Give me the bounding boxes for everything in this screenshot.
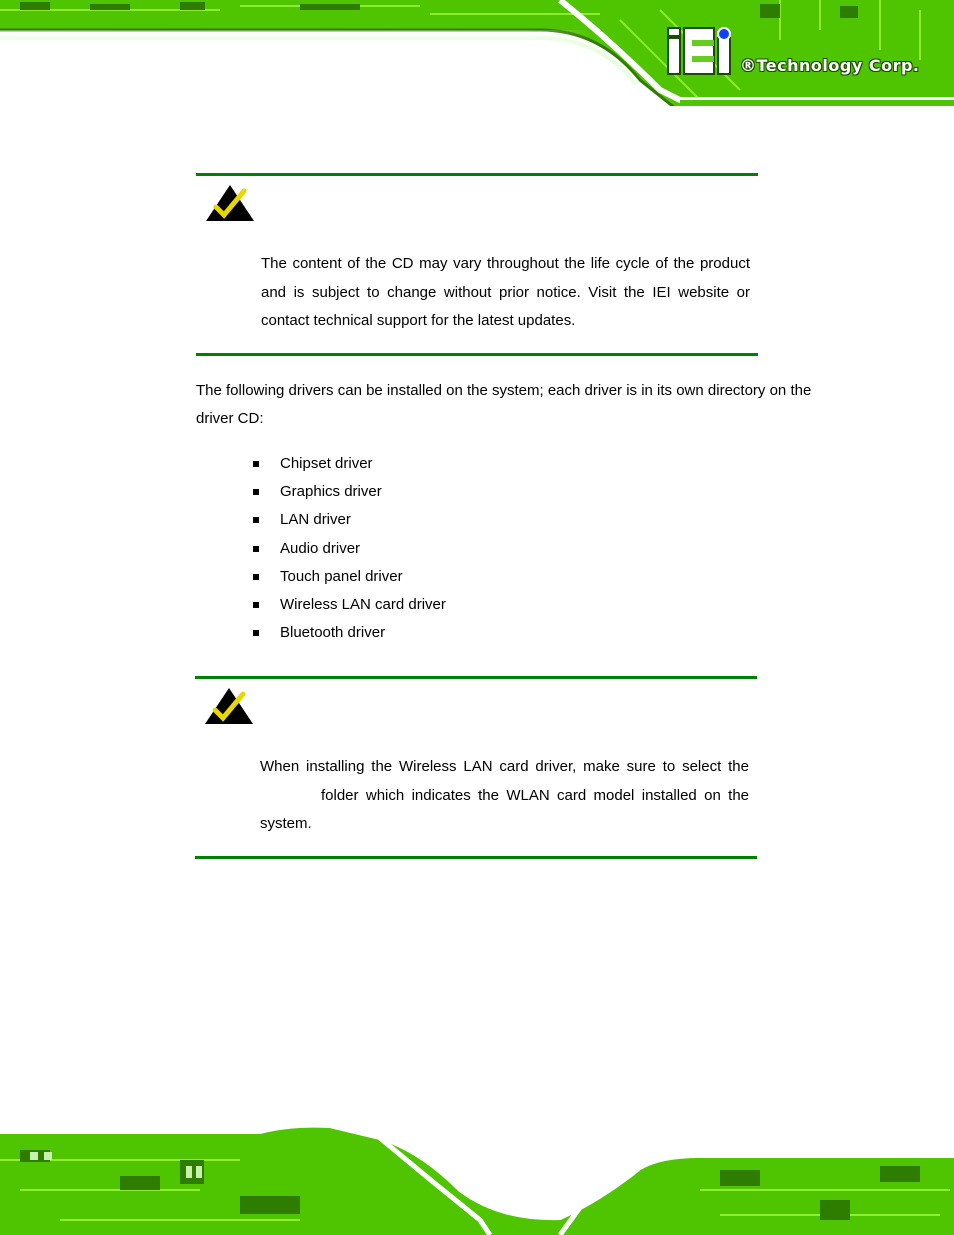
logo-text: ®Technology Corp. xyxy=(740,56,920,75)
note-checkmark-icon xyxy=(203,686,255,726)
note-line: The content of the CD may vary throughout the life cycle of the product xyxy=(261,255,750,272)
note-bottom-rule xyxy=(196,353,758,356)
list-item xyxy=(252,480,446,508)
driver-label: Audio driver xyxy=(280,539,361,557)
note-checkmark-icon xyxy=(204,183,256,223)
driver-label: LAN driver xyxy=(280,511,351,529)
driver-label: Chipset driver xyxy=(280,455,373,472)
intro-paragraph: The following drivers can be installed on the system; each driver is in its own directory on the driver CD: xyxy=(196,382,812,427)
note-line: When installing the Wireless LAN card driver, make sure to select the xyxy=(260,758,749,775)
list-item xyxy=(252,452,446,480)
list-item xyxy=(252,593,446,621)
driver-list xyxy=(252,452,446,649)
note-line: contact technical support for the latest updates. xyxy=(261,312,576,329)
bullet-icon xyxy=(253,517,259,523)
list-item xyxy=(252,537,446,565)
driver-label: Touch panel driver xyxy=(280,567,403,585)
note-bottom-rule xyxy=(195,856,757,859)
bullet-icon xyxy=(253,574,259,580)
bullet-icon xyxy=(253,602,259,608)
list-item xyxy=(252,621,446,649)
bullet-icon xyxy=(253,546,259,552)
note-text xyxy=(261,250,750,336)
bullet-icon xyxy=(253,630,259,636)
driver-label: Wireless LAN card driver xyxy=(280,595,446,613)
bullet-icon xyxy=(253,461,259,467)
driver-label: Graphics driver xyxy=(280,483,382,501)
footer-circuit-banner xyxy=(0,1120,954,1235)
bullet-icon xyxy=(253,489,259,495)
driver-label: Bluetooth driver xyxy=(280,624,386,642)
list-item xyxy=(252,508,446,536)
note-line: system. xyxy=(260,815,312,832)
note-line: and is subject to change without prior notice. Visit the IEI website or xyxy=(261,283,750,301)
note-text xyxy=(260,753,749,839)
list-item xyxy=(252,565,446,593)
note-top-rule xyxy=(195,676,757,679)
note-top-rule xyxy=(196,173,758,176)
note-line: folder which indicates the WLAN card model installed on the xyxy=(321,786,749,804)
